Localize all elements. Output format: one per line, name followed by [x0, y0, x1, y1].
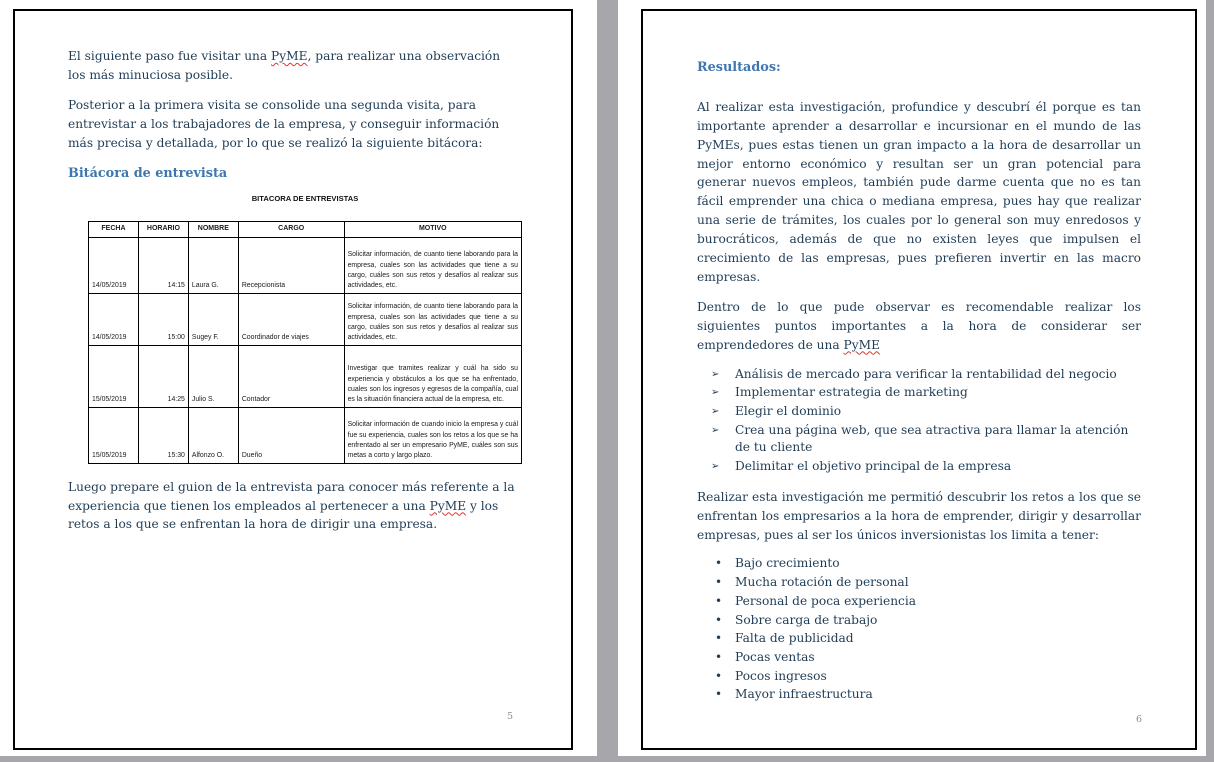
dot-bullet-icon: •: [715, 556, 723, 571]
cell-motivo[interactable]: Investigar que tramites realizar y cuál ha sido su experiencia y obstáculos a los que se ha enfrentado, cuales son los ingresos y egresos de la compañía, cual es la situación financiera actual de la empresa, etc.: [344, 345, 521, 407]
list-item-text: Crea una página web, que sea atractiva para llamar la atención de tu cliente: [735, 422, 1129, 455]
list-item-text: Delimitar el objetivo principal de la empresa: [735, 459, 1012, 474]
cell-nombre[interactable]: Sugey F.: [188, 293, 238, 345]
arrow-bullet-list: [711, 366, 1141, 476]
dot-bullet-icon: •: [715, 649, 723, 664]
paragraph-text: Luego prepare el guion de la entrevista para conocer más referente a la experiencia que tienen los empleados al pertenecer a una: [68, 479, 515, 513]
cell-fecha[interactable]: 15/05/2019: [89, 407, 139, 463]
list-item[interactable]: [711, 649, 1141, 667]
list-item[interactable]: [711, 668, 1141, 686]
cell-fecha[interactable]: 14/05/2019: [89, 237, 139, 293]
column-header-horario[interactable]: HORARIO: [138, 222, 188, 238]
cell-motivo[interactable]: Solicitar información, de cuanto tiene laborando para la empresa, cuales son las actividades que tiene a su cargo, cuáles son sus retos y desafíos al realizar sus actividades, etc.: [344, 293, 521, 345]
dot-bullet-icon: •: [715, 668, 723, 683]
cell-horario[interactable]: 15:30: [138, 407, 188, 463]
list-item[interactable]: [711, 593, 1141, 611]
misspelled-word[interactable]: PyME: [429, 498, 467, 513]
cell-motivo[interactable]: Solicitar información de cuando inicio la empresa y cuál fue su experiencia, cuales son los retos a los que se ha enfrentado al ser un empresario PyME, cuáles son sus metas a corto y largo plazo.: [344, 407, 521, 463]
page-5: [0, 0, 597, 756]
interview-log-table-block: [88, 193, 522, 463]
list-item[interactable]: [711, 458, 1141, 476]
list-item[interactable]: [711, 366, 1141, 384]
list-item[interactable]: [711, 612, 1141, 630]
paragraph-text: El siguiente paso fue visitar una: [68, 49, 272, 63]
cell-cargo[interactable]: Coordinador de viajes: [238, 293, 344, 345]
list-item-text: Falta de publicidad: [735, 631, 854, 646]
list-item-text: Análisis de mercado para verificar la rentabilidad del negocio: [735, 366, 1117, 381]
page-number-6: 6: [1135, 714, 1142, 725]
cell-fecha[interactable]: 15/05/2019: [89, 345, 139, 407]
heading-bitacora[interactable]: Bitácora de entrevista: [68, 165, 228, 181]
list-item-text: Bajo crecimiento: [735, 556, 840, 571]
list-item[interactable]: [711, 686, 1141, 704]
table-row: [89, 237, 522, 293]
misspelled-word[interactable]: PyME: [843, 337, 880, 352]
paragraph-text: , para realizar una observación los más minuciosa posible.: [68, 49, 501, 82]
table-row: [89, 345, 522, 407]
arrow-bullet-icon: ➢: [711, 387, 720, 399]
table-header-row: [89, 222, 522, 238]
list-item[interactable]: [711, 555, 1141, 573]
cell-cargo[interactable]: Recepcionista: [238, 237, 344, 293]
paragraph-interview-script[interactable]: [68, 478, 518, 535]
list-item-text: Mucha rotación de personal: [735, 575, 909, 590]
cell-nombre[interactable]: Alfonzo O.: [188, 407, 238, 463]
dot-bullet-icon: •: [715, 612, 723, 627]
page-5-text-column: [68, 47, 518, 545]
dot-bullet-icon: •: [715, 575, 723, 590]
cell-nombre[interactable]: Julio S.: [188, 345, 238, 407]
page-number-5: 5: [506, 711, 513, 722]
column-header-cargo[interactable]: CARGO: [238, 222, 344, 238]
page-6: [618, 0, 1206, 756]
cell-fecha[interactable]: 14/05/2019: [89, 293, 139, 345]
paragraph-visit-pyme[interactable]: [68, 47, 518, 85]
heading-resultados[interactable]: Resultados:: [697, 60, 781, 75]
paragraph-second-visit[interactable]: Posterior a la primera visita se consolide una segunda visita, para entrevistar a los trabajadores de la empresa, y conseguir información más precisa y detallada, por lo que se realizó la siguiente bitácora:: [68, 97, 500, 150]
dot-bullet-icon: •: [715, 593, 723, 608]
cell-cargo[interactable]: Contador: [238, 345, 344, 407]
cell-horario[interactable]: 14:15: [138, 237, 188, 293]
arrow-bullet-icon: ➢: [711, 368, 720, 380]
cell-cargo[interactable]: Dueño: [238, 407, 344, 463]
column-header-motivo[interactable]: MOTIVO: [344, 222, 521, 238]
cell-horario[interactable]: 14:25: [138, 345, 188, 407]
column-header-fecha[interactable]: FECHA: [89, 222, 139, 238]
cell-horario[interactable]: 15:00: [138, 293, 188, 345]
list-item[interactable]: [711, 574, 1141, 592]
arrow-bullet-icon: ➢: [711, 405, 720, 417]
misspelled-word[interactable]: PyME: [271, 49, 308, 63]
interview-log-table[interactable]: [88, 221, 522, 464]
list-item[interactable]: [711, 384, 1141, 402]
page-6-text-column: [697, 56, 1141, 716]
list-item[interactable]: [711, 630, 1141, 648]
list-item-text: Elegir el dominio: [735, 403, 842, 418]
paragraph-results-intro[interactable]: Al realizar esta investigación, profundice y descubrí él porque es tan importante aprender a desarrollar e incursionar en el mundo de las PyMEs, pues estas tienen un gran impacto a la hora de desarrollar un mejor entorno económico y resultan ser un gran potencial para generar nuevos empleos, también pude darme cuenta que no es tan fácil emprender una chica o mediana empresa, pues hay que realizar una serie de trámites, los cuales por lo general son muy enredosos y burocráticos, además de que no existen leyes que impulsen el crecimiento de las empresas, pues prefieren invertir en las macro empresas.: [697, 99, 1141, 284]
list-item[interactable]: [711, 403, 1141, 421]
dot-bullet-list: [711, 555, 1141, 704]
dot-bullet-icon: •: [715, 631, 723, 646]
dot-bullet-icon: •: [715, 687, 723, 702]
paragraph-text: y los retos a los que se enfrentan la hora de dirigir una empresa.: [68, 498, 499, 532]
table-row: [89, 407, 522, 463]
paragraph-text: Dentro de lo que pude observar es recomendable realizar los siguientes puntos importantes a la hora de considerar ser emprendedores de una: [697, 299, 1141, 352]
arrow-bullet-icon: ➢: [711, 424, 720, 436]
list-item-text: Pocas ventas: [735, 649, 815, 664]
paragraph-recommendations-intro[interactable]: [697, 298, 1141, 355]
list-item-text: Sobre carga de trabajo: [735, 612, 878, 627]
list-item-text: Implementar estrategia de marketing: [735, 385, 968, 400]
list-item-text: Personal de poca experiencia: [735, 593, 917, 608]
paragraph-challenges-intro[interactable]: Realizar esta investigación me permitió descubrir los retos a los que se enfrentan los empresarios a la hora de emprender, dirigir y desarrollar empresas, pues al ser los únicos inversionistas los limita a tener:: [697, 489, 1141, 542]
cell-nombre[interactable]: Laura G.: [188, 237, 238, 293]
table-title[interactable]: BITACORA DE ENTREVISTAS: [251, 194, 359, 204]
list-item-text: Pocos ingresos: [735, 668, 827, 683]
table-row: [89, 293, 522, 345]
column-header-nombre[interactable]: NOMBRE: [188, 222, 238, 238]
cell-motivo[interactable]: Solicitar información, de cuanto tiene laborando para la empresa, cuales son las actividades que tiene a su cargo, cuáles son sus retos y desafíos al realizar sus actividades, etc.: [344, 237, 521, 293]
list-item[interactable]: [711, 422, 1141, 457]
list-item-text: Mayor infraestructura: [735, 687, 873, 702]
arrow-bullet-icon: ➢: [711, 461, 720, 473]
